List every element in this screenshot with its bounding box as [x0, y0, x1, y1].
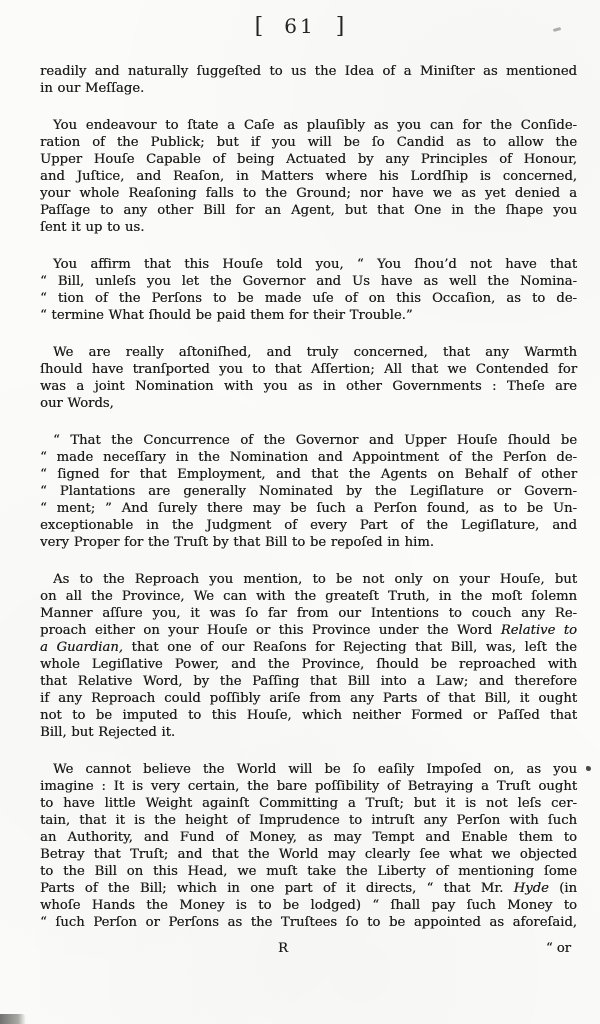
signature-row — [40, 940, 577, 957]
catchword: “ or — [545, 941, 571, 956]
paragraph — [40, 432, 577, 551]
text-line: “ ſuch Perſon or Perſons as the Truſtees ſo to be appointed as aforeſaid, — [40, 915, 577, 930]
signature-mark: R — [278, 941, 288, 956]
text-line: “ tion of the Perſons to be made uſe of on this Occaſion, as to de- — [40, 291, 577, 306]
text-line: proach either on your Houſe or this Province under the Word Relative to — [40, 623, 577, 638]
text-line: Manner aſſure you, it was ſo far from our Intentions to couch any Re- — [40, 606, 577, 621]
page-header — [0, 14, 600, 39]
page-number: 61 — [284, 14, 316, 38]
italic-text: Relative to — [500, 623, 577, 638]
text-line: readily and naturally ſuggeſted to us the Idea of a Miniſter as mentioned — [40, 64, 577, 79]
scan-artifact-corner — [0, 1014, 26, 1024]
header-open-bracket: [ — [254, 14, 265, 39]
text-line: that Relative Word, by the Paſſing that Bill into a Law; and therefore — [40, 674, 577, 689]
text-line: ſhould have tranſported you to that Aſſertion; All that we Contended for — [40, 362, 577, 377]
text-line: ration of the Publick; but if you will be ſo Candid as to allow the — [40, 135, 577, 150]
text-line: to have little Weight againſt Committing a Truſt; but it is not leſs cer- — [40, 796, 577, 811]
text-line: tain, that it is the height of Imprudence to intruſt any Perſon with ſuch — [40, 813, 577, 828]
text-line: Upper Houſe Capable of being Actuated by any Principles of Honour, — [40, 152, 577, 167]
text-line: whoſe Hands the Money is to be lodged) “ ſhall pay ſuch Money to — [40, 898, 577, 913]
text-line: in our Meſſage. — [40, 81, 145, 96]
ink-speck-right-margin — [586, 766, 591, 771]
italic-text: a Guardian, — [40, 640, 123, 655]
text-line: not to be imputed to this Houſe, which neither Formed or Paſſed that — [40, 708, 577, 723]
paragraph — [40, 256, 577, 324]
paragraph — [40, 571, 577, 741]
text-line: “ made neceſſary in the Nomination and Appointment of the Perſon de- — [40, 450, 577, 465]
text-line: “ That the Concurrence of the Governor and Upper Houſe ſhould be — [53, 433, 577, 448]
text-line: “ ment; ” And ſurely there may be ſuch a Perſon found, as to be Un- — [40, 501, 577, 516]
text-line: if any Reproach could poſſibly ariſe from any Parts of that Bill, it ought — [40, 691, 577, 706]
text-line: Bill, but Rejected it. — [40, 725, 176, 740]
text-line: an Authority, and Fund of Money, as may Tempt and Enable them to — [40, 830, 577, 845]
paragraph — [40, 344, 577, 412]
italic-text: Hyde — [513, 881, 549, 896]
text-line: Parts of the Bill; which in one part of it directs, “ that Mr. Hyde (in — [40, 881, 577, 896]
paragraph — [40, 63, 577, 97]
text-line: whole Legiſlative Power, and the Province, ſhould be reproached with — [40, 657, 577, 672]
text-line: our Words, — [40, 396, 114, 411]
text-line: As to the Reproach you mention, to be not only on your Houſe, but — [53, 572, 577, 587]
paragraph — [40, 117, 577, 236]
text-line: “ Plantations are generally Nominated by the Legiſlature or Govern- — [40, 484, 577, 499]
text-line: was a joint Nomination with you as in other Governments : Theſe are — [40, 379, 577, 394]
text-line: Betray that Truſt; and that the World may clearly ſee what we objected — [40, 847, 577, 862]
text-line: a Guardian, that one of our Reaſons for Rejecting that Bill, was, leſt the — [40, 640, 577, 655]
text-line: “ Bill, unleſs you let the Governor and Us have as well the Nomina- — [40, 274, 577, 289]
text-line: You affirm that this Houſe told you, “ You ſhou’d not have that — [53, 257, 577, 272]
text-line: “ ſigned for that Employment, and that the Agents on Behalf of other — [40, 467, 577, 482]
text-line: Paſſage to any other Bill for an Agent, but that One in the ſhape you — [40, 203, 577, 218]
text-line: We are really aſtoniſhed, and truly concerned, that any Warmth — [53, 345, 577, 360]
text-line: ſent it up to us. — [40, 220, 145, 235]
document-body — [40, 63, 577, 957]
text-line: and Juſtice, and Reaſon, in Matters where his Lordſhip is concerned, — [40, 169, 577, 184]
text-line: imagine : It is very certain, the bare poſſibility of Betraying a Truſt ought — [40, 779, 577, 794]
text-line: We cannot believe the World will be ſo eaſily Impoſed on, as you — [53, 762, 577, 777]
text-line: to the Bill on this Head, we muſt take the Liberty of mentioning ſome — [40, 864, 577, 879]
text-line: exceptionable in the Judgment of every Part of the Legiſlature, and — [40, 518, 577, 533]
paragraph — [40, 761, 577, 931]
header-close-bracket: ] — [335, 14, 346, 39]
text-line: very Proper for the Truſt by that Bill to be repoſed in him. — [40, 535, 434, 550]
text-line: on all the Province, We can with the greateſt Truth, in the moſt ſolemn — [40, 589, 577, 604]
text-line: “ termine What ſhould be paid them for their Trouble.” — [40, 308, 413, 323]
text-line: You endeavour to ſtate a Caſe as plauſibly as you can for the Conſide- — [53, 118, 577, 133]
text-line: your whole Reaſoning falls to the Ground; nor have we as yet denied a — [40, 186, 577, 201]
